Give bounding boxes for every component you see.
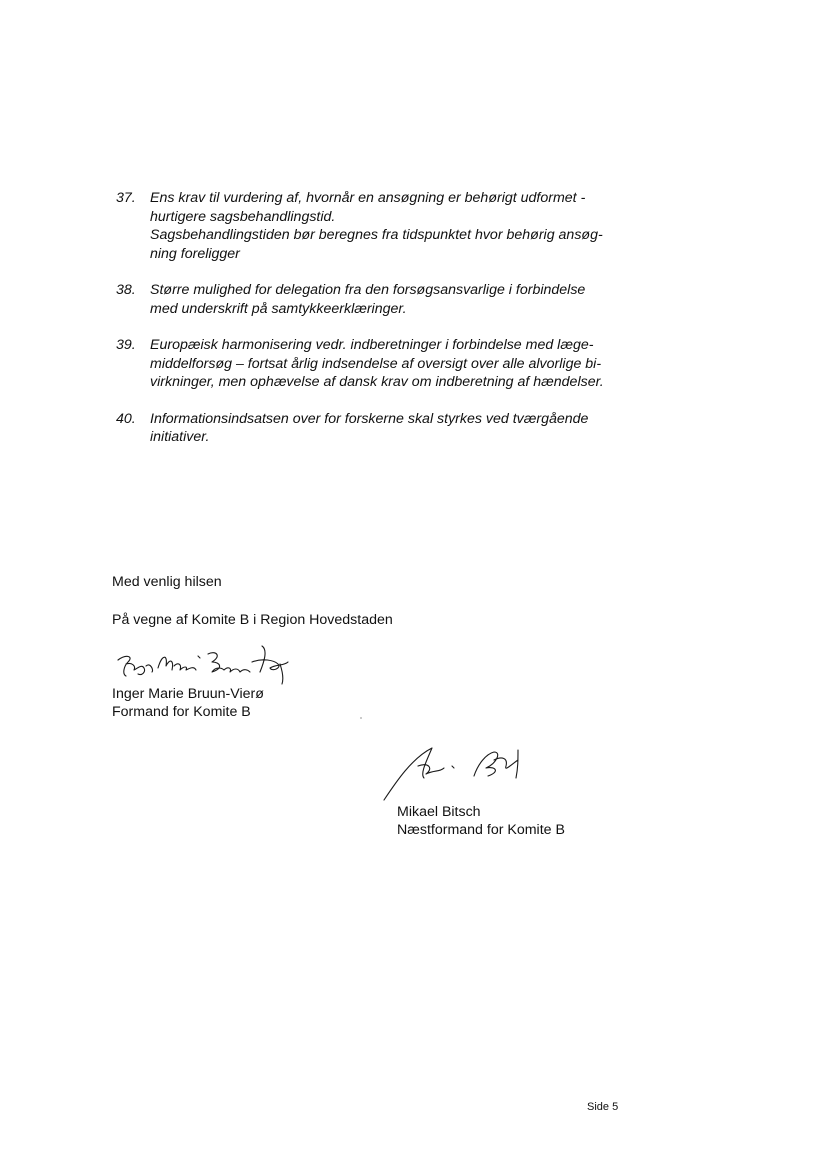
page-number: Side 5	[587, 1101, 619, 1113]
recommendation-list	[116, 189, 636, 465]
item-text: Større mulighed for delegation fra den forsøgsansvarlige i forbindelse med underskrift på samtykkeerklæringer.	[150, 282, 586, 317]
scan-speck	[360, 717, 362, 719]
signature-image-1	[112, 640, 302, 690]
list-item	[116, 336, 636, 392]
signatory-name: Mikael Bitsch	[397, 804, 481, 820]
signature-image-2	[378, 738, 548, 806]
list-item	[116, 410, 636, 447]
item-number: 38.	[116, 282, 136, 298]
item-text: Ens krav til vurdering af, hvornår en ansøgning er behørigt udformet - hurtigere sagsbehandlingstid. Sagsbehandlingstiden bør beregnes fra tidspunktet hvor behørig ansøg- ning foreligger	[150, 190, 603, 262]
item-text: Informationsindsatsen over for forskerne skal styrkes ved tværgående initiativer.	[150, 410, 589, 445]
list-item	[116, 189, 636, 263]
signatory-title: Næstformand for Komite B	[397, 822, 565, 838]
item-number: 39.	[116, 337, 136, 353]
list-item	[116, 281, 636, 318]
signatory-name: Inger Marie Bruun-Vierø	[112, 686, 264, 702]
item-number: 37.	[116, 190, 136, 206]
signatory-title: Formand for Komite B	[112, 704, 251, 720]
item-text: Europæisk harmonisering vedr. indberetninger i forbindelse med læge- middelforsøg – fortsat årlig indsendelse af oversigt over alle alvorlige bi- virkninger, men ophævelse af dansk krav om indberetning af hændelser.	[150, 337, 604, 390]
closing-on-behalf: På vegne af Komite B i Region Hovedstaden	[112, 612, 393, 628]
signatory-block-2	[397, 803, 565, 839]
closing-greeting: Med venlig hilsen	[112, 574, 222, 590]
item-number: 40.	[116, 410, 136, 427]
signatory-block-1	[112, 685, 264, 721]
